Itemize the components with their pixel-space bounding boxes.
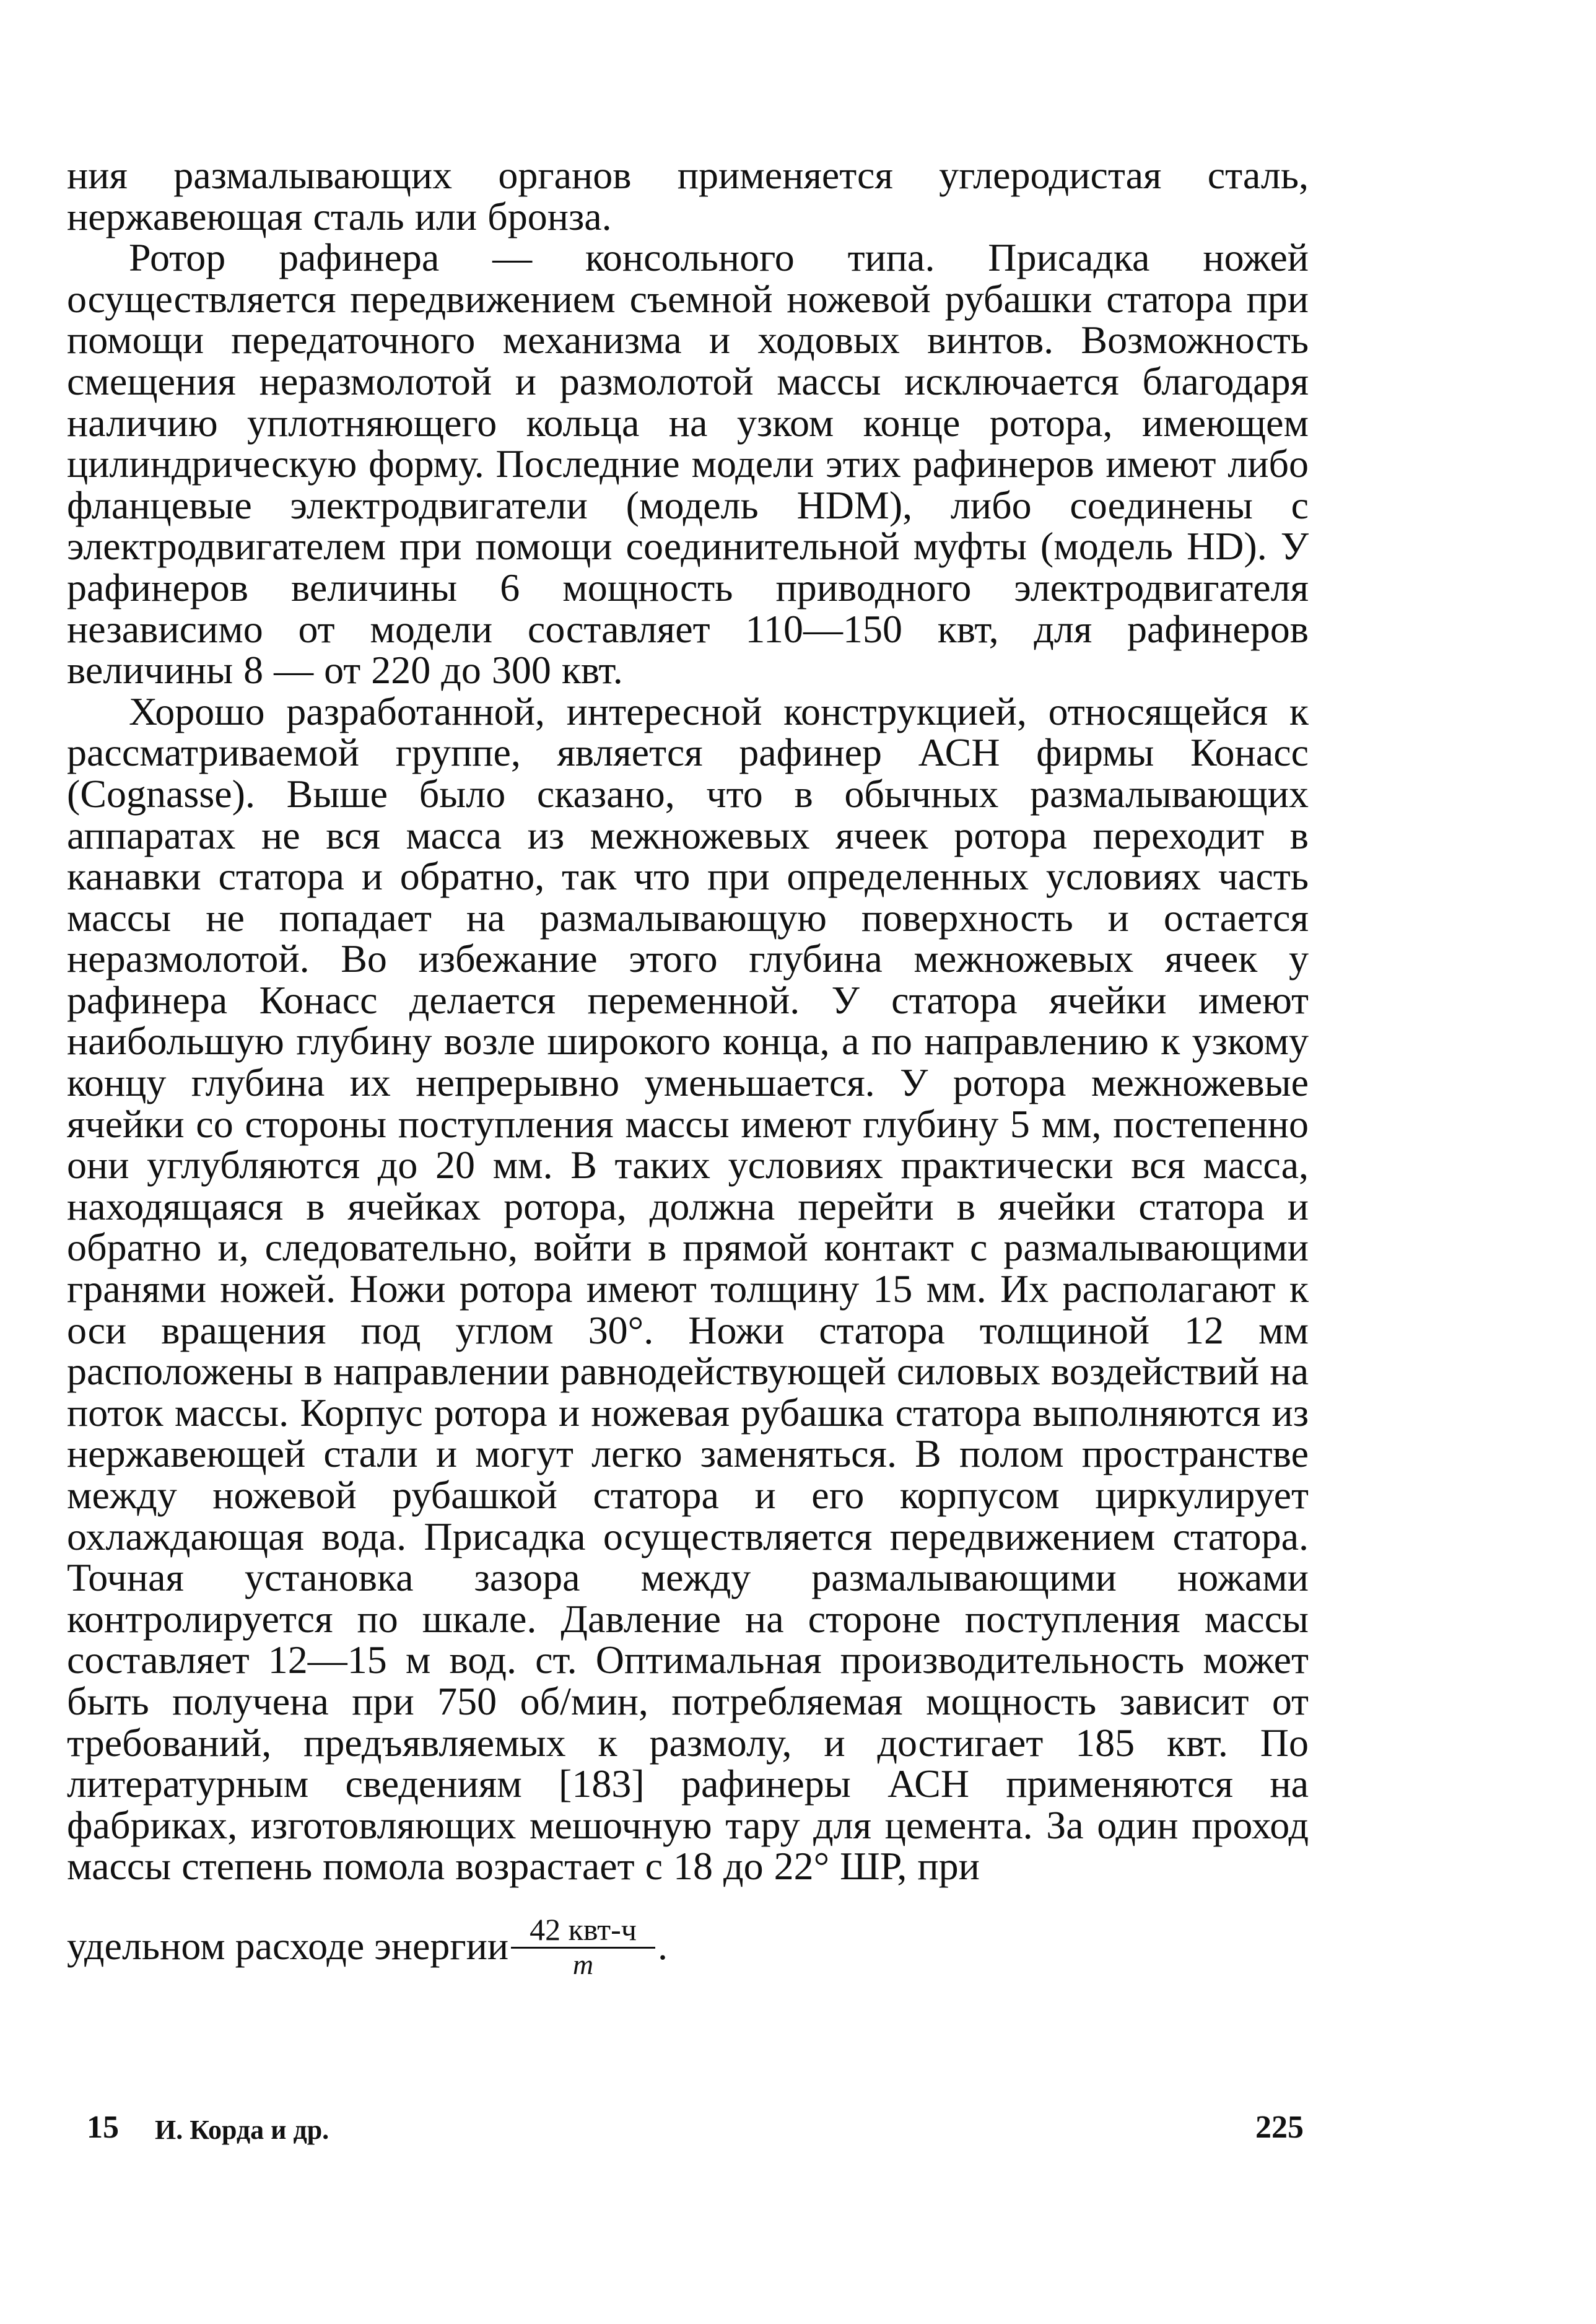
formula-prefix: удельном расходе энергии [67, 1924, 509, 1968]
page-body [67, 155, 1309, 1981]
page-number: 225 [1255, 2110, 1304, 2145]
fraction-denominator: т [572, 1948, 594, 1980]
paragraph-3: Хорошо разработанной, интересной конструкцией, относящейся к рассматриваемой группе, является рафинер АСН фирмы Конасс (Cognasse). Выше было сказано, что в обычных размалывающих аппаратах не вся масса из межножевых ячеек ротора переходит в канавки статора и обратно, так что при определенных условиях часть массы не попадает на размалывающую поверхность и остается неразмолотой. Во избежание этого глубина межножевых ячеек у рафинера Конасс делается переменной. У статора ячейки имеют наибольшую глубину возле широкого конца, а по направлению к узкому концу глубина их непрерывно уменьшается. У ротора межножевые ячейки со стороны поступления массы имеют глубину 5 мм, постепенно они углубляются до 20 мм. В таких условиях практически вся масса, находящаяся в ячейках ротора, должна перейти в ячейки статора и обратно и, следовательно, войти в прямой контакт с размалывающими гранями ножей. Ножи ротора имеют толщину 15 мм. Их располагают к оси вращения под углом 30°. Ножи статора толщиной 12 мм расположены в направлении равнодействующей силовых воздействий на поток массы. Корпус ротора и ножевая рубашка статора выполняются из нержавеющей стали и могут легко заменяться. В полом пространстве между ножевой рубашкой статора и его корпусом циркулирует охлаждающая вода. Присадка осуществляется передвижением статора. Точная установка зазора между размалывающими ножами контролируется по шкале. Давление на стороне поступления массы составляет 12—15 м вод. ст. Оптимальная производительность может быть получена при 750 об/мин, потребляемая мощность зависит от требований, предъявляемых к размолу, и достигает 185 квт. По литературным сведениям [183] рафинеры АСН применяются на фабриках, изготовляющих мешочную тару для цемента. За один проход массы степень помола возрастает с 18 до 22° ШР, при [67, 689, 1309, 1889]
formula-suffix: . [657, 1924, 668, 1968]
author-line: И. Корда и др. [155, 2115, 329, 2145]
signature-mark: 15 [87, 2110, 119, 2145]
energy-formula-line [67, 1912, 1309, 1981]
paragraph-2: Ротор рафинера — консольного типа. Присадка ножей осуществляется передвижением съемной ножевой рубашки статора при помощи передаточного механизма и ходовых винтов. Возможность смещения неразмолотой и размолотой массы исключается благодаря наличию уплотняющего кольца на узком конце ротора, имеющем цилиндрическую форму. Последние модели этих рафинеров имеют либо фланцевые электродвигатели (модель HDM), либо соединены с электродвигателем при помощи соединительной муфты (модель HD). У рафинеров величины 6 мощность приводного электродвигателя независимо от модели составляет 110—150 квт, для рафинеров величины 8 — от 220 до 300 квт. [67, 235, 1309, 692]
fraction [511, 1912, 655, 1981]
fraction-numerator: 42 квт-ч [511, 1912, 655, 1949]
paragraph-1: ния размалывающих органов применяется углеродистая сталь, нержавеющая сталь или бронза. [67, 153, 1309, 238]
